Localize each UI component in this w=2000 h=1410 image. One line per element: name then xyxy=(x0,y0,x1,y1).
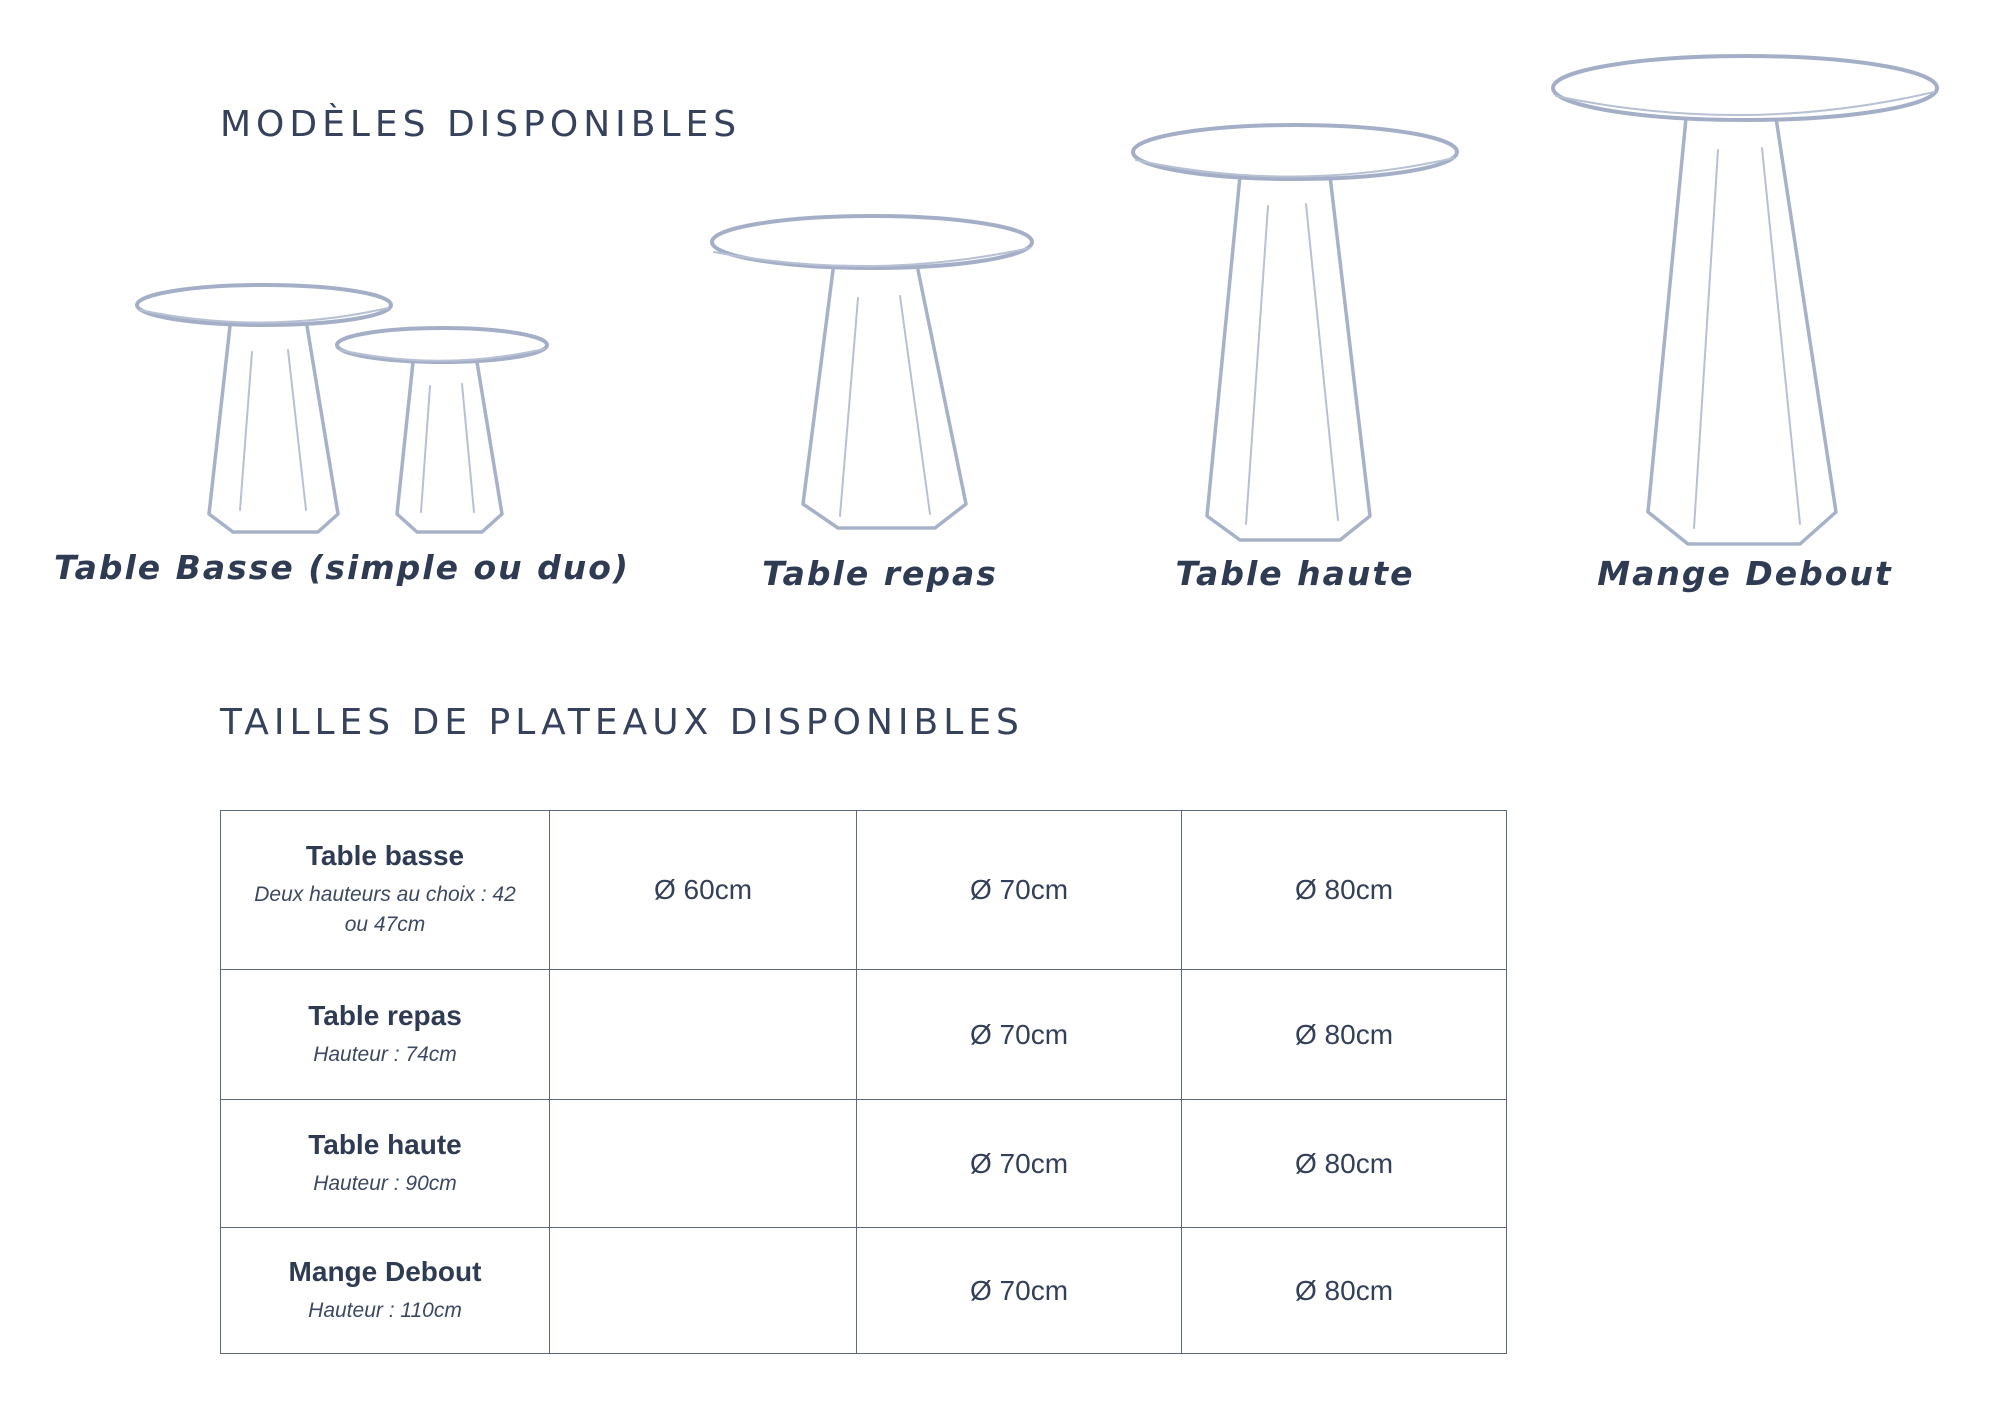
sketch-mange-debout xyxy=(1553,56,1937,544)
row-height-note: Hauteur : 90cm xyxy=(313,1171,457,1195)
size-cell xyxy=(550,970,857,1100)
size-cell xyxy=(1182,1228,1507,1354)
size-cell xyxy=(1182,811,1507,970)
sketch-table-basse-2 xyxy=(337,328,547,532)
size-value: Ø 70cm xyxy=(969,1147,1069,1179)
size-value: Ø 70cm xyxy=(969,1274,1069,1306)
sizes-heading: TAILLES DE PLATEAUX DISPONIBLES xyxy=(220,702,1024,743)
table-row xyxy=(221,811,1507,970)
table-sketches xyxy=(0,0,2000,620)
size-value: Ø 80cm xyxy=(1294,1147,1394,1179)
row-name: Table basse xyxy=(305,840,465,871)
size-value: Ø 70cm xyxy=(969,874,1069,905)
size-value: Ø 80cm xyxy=(1294,1274,1394,1306)
model-label-table-haute: Table haute xyxy=(1175,554,1415,593)
table-row xyxy=(221,1228,1507,1354)
size-value: Ø 70cm xyxy=(969,1018,1069,1050)
sizes-table xyxy=(220,810,1507,1354)
size-value: Ø 80cm xyxy=(1294,1018,1394,1050)
row-height-note: Hauteur : 110cm xyxy=(308,1298,462,1322)
row-name: Table repas xyxy=(308,999,462,1031)
row-height-note: Hauteur : 74cm xyxy=(313,1042,457,1066)
model-label-mange-debout: Mange Debout xyxy=(1597,554,1893,593)
size-cell xyxy=(857,1228,1182,1354)
size-cell xyxy=(857,1100,1182,1228)
size-cell xyxy=(1182,1100,1507,1228)
row-label-cell xyxy=(221,1100,550,1228)
size-cell xyxy=(857,811,1182,970)
models-heading: MODÈLES DISPONIBLES xyxy=(220,104,742,145)
row-name: Mange Debout xyxy=(288,1255,482,1287)
model-label-table-repas: Table repas xyxy=(762,554,998,593)
size-cell xyxy=(1182,970,1507,1100)
size-cell xyxy=(857,970,1182,1100)
table-row xyxy=(221,1100,1507,1228)
row-name: Table haute xyxy=(308,1128,462,1160)
sketch-table-basse-1 xyxy=(137,285,391,532)
sketch-table-repas xyxy=(712,216,1032,528)
table-row xyxy=(221,970,1507,1100)
row-height-note: Deux hauteurs au choix : 42 ou 47cm xyxy=(254,883,516,936)
size-value: Ø 60cm xyxy=(653,874,753,905)
size-value: Ø 80cm xyxy=(1294,874,1394,905)
row-label-cell xyxy=(221,811,550,970)
model-label-table-basse: Table Basse (simple ou duo) xyxy=(54,548,630,587)
size-cell xyxy=(550,811,857,970)
sketch-table-haute xyxy=(1133,125,1457,540)
size-cell xyxy=(550,1228,857,1354)
row-label-cell xyxy=(221,970,550,1100)
size-cell xyxy=(550,1100,857,1228)
row-label-cell xyxy=(221,1228,550,1354)
